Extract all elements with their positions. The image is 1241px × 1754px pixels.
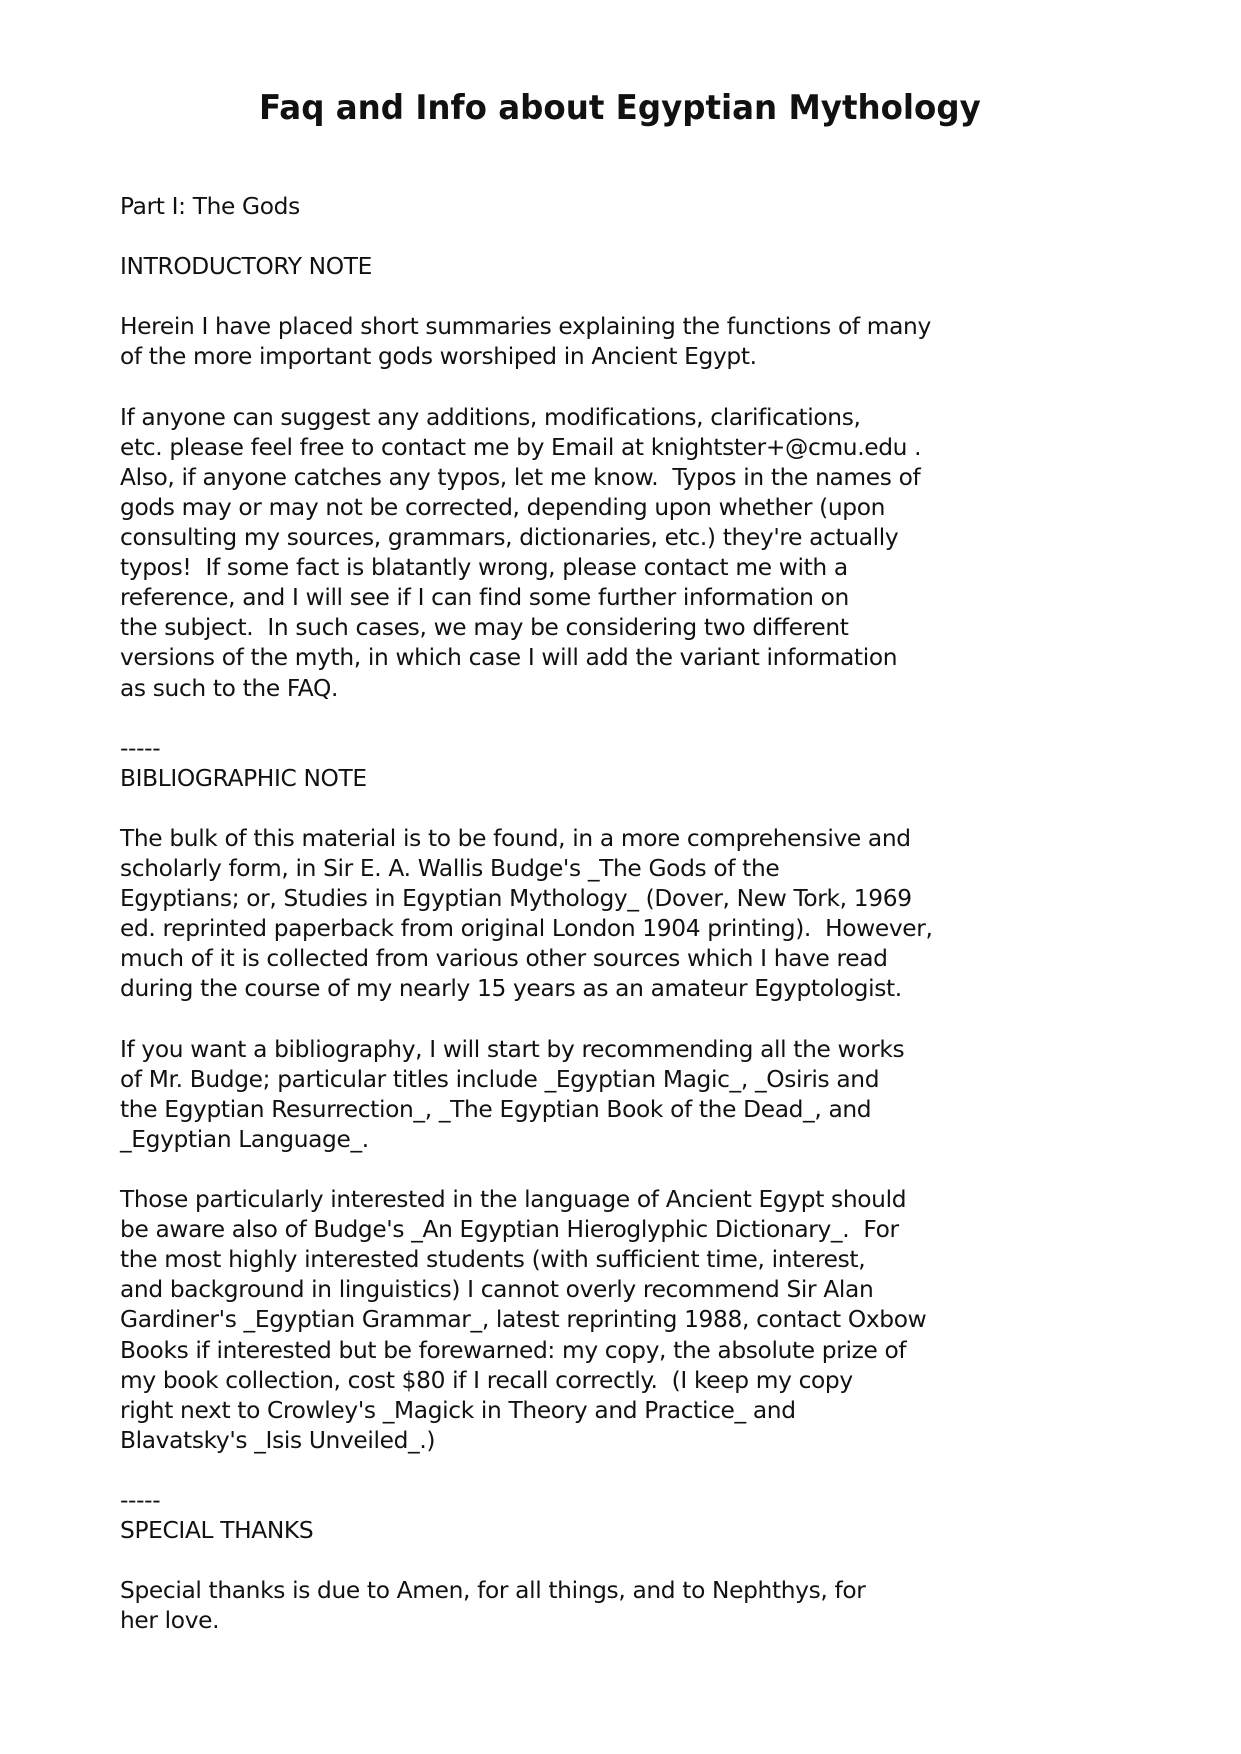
introductory-paragraph-2 bbox=[120, 403, 1120, 704]
text-line: consulting my sources, grammars, dictionaries, etc.) they're actually bbox=[120, 524, 899, 552]
text-line: scholarly form, in Sir E. A. Wallis Budge's _The Gods of the bbox=[120, 855, 780, 883]
text-line: Special thanks is due to Amen, for all things, and to Nephthys, for bbox=[120, 1577, 866, 1605]
text-line: her love. bbox=[120, 1607, 220, 1635]
text-line: during the course of my nearly 15 years as an amateur Egyptologist. bbox=[120, 975, 902, 1003]
text-line: Those particularly interested in the language of Ancient Egypt should bbox=[120, 1186, 907, 1214]
bibliographic-paragraph-1 bbox=[120, 824, 1120, 1005]
text-line: Books if interested but be forewarned: my copy, the absolute prize of bbox=[120, 1336, 907, 1364]
text-line: right next to Crowley's _Magick in Theory and Practice_ and bbox=[120, 1396, 796, 1424]
section-separator: ----- bbox=[120, 1487, 161, 1515]
document-body bbox=[120, 192, 1120, 1637]
text-line: be aware also of Budge's _An Egyptian Hieroglyphic Dictionary_. For bbox=[120, 1216, 899, 1244]
text-line: Egyptians; or, Studies in Egyptian Mythology_ (Dover, New Tork, 1969 bbox=[120, 885, 912, 913]
text-line: If you want a bibliography, I will start by recommending all the works bbox=[120, 1035, 905, 1063]
thanks-paragraph-1 bbox=[120, 1576, 1120, 1636]
bibliographic-heading: BIBLIOGRAPHIC NOTE bbox=[120, 764, 367, 792]
text-line: much of it is collected from various other sources which I have read bbox=[120, 945, 888, 973]
text-line: gods may or may not be corrected, depending upon whether (upon bbox=[120, 493, 886, 521]
text-line: etc. please feel free to contact me by Email at knightster+@cmu.edu . bbox=[120, 433, 922, 461]
text-line: as such to the FAQ. bbox=[120, 674, 339, 702]
introductory-paragraph-1 bbox=[120, 312, 1120, 372]
text-line: If anyone can suggest any additions, modifications, clarifications, bbox=[120, 403, 861, 431]
introductory-heading: INTRODUCTORY NOTE bbox=[120, 253, 372, 281]
text-line: Also, if anyone catches any typos, let me know. Typos in the names of bbox=[120, 463, 921, 491]
text-line: the most highly interested students (with sufficient time, interest, bbox=[120, 1246, 866, 1274]
text-line: Blavatsky's _Isis Unveiled_.) bbox=[120, 1426, 436, 1454]
text-line: versions of the myth, in which case I will add the variant information bbox=[120, 644, 898, 672]
bibliographic-paragraph-3 bbox=[120, 1185, 1120, 1456]
text-line: of Mr. Budge; particular titles include _Egyptian Magic_, _Osiris and bbox=[120, 1065, 880, 1093]
part-heading: Part I: The Gods bbox=[120, 193, 300, 220]
text-line: the Egyptian Resurrection_, _The Egyptian Book of the Dead_, and bbox=[120, 1095, 872, 1123]
text-line: The bulk of this material is to be found, in a more comprehensive and bbox=[120, 824, 911, 852]
bibliographic-paragraph-2 bbox=[120, 1035, 1120, 1155]
text-line: reference, and I will see if I can find some further information on bbox=[120, 584, 849, 612]
text-line: and background in linguistics) I cannot overly recommend Sir Alan bbox=[120, 1276, 874, 1304]
text-line: _Egyptian Language_. bbox=[120, 1125, 369, 1153]
text-line: ed. reprinted paperback from original London 1904 printing). However, bbox=[120, 915, 933, 943]
text-line: of the more important gods worshiped in Ancient Egypt. bbox=[120, 343, 757, 371]
text-line: Herein I have placed short summaries explaining the functions of many bbox=[120, 313, 931, 341]
text-line: typos! If some fact is blatantly wrong, please contact me with a bbox=[120, 554, 848, 582]
document-title: Faq and Info about Egyptian Mythology bbox=[258, 88, 981, 128]
section-separator: ----- bbox=[120, 734, 161, 762]
text-line: Gardiner's _Egyptian Grammar_, latest reprinting 1988, contact Oxbow bbox=[120, 1306, 927, 1334]
text-line: my book collection, cost $80 if I recall correctly. (I keep my copy bbox=[120, 1366, 853, 1394]
text-line: the subject. In such cases, we may be considering two different bbox=[120, 614, 849, 642]
thanks-heading: SPECIAL THANKS bbox=[120, 1517, 314, 1545]
